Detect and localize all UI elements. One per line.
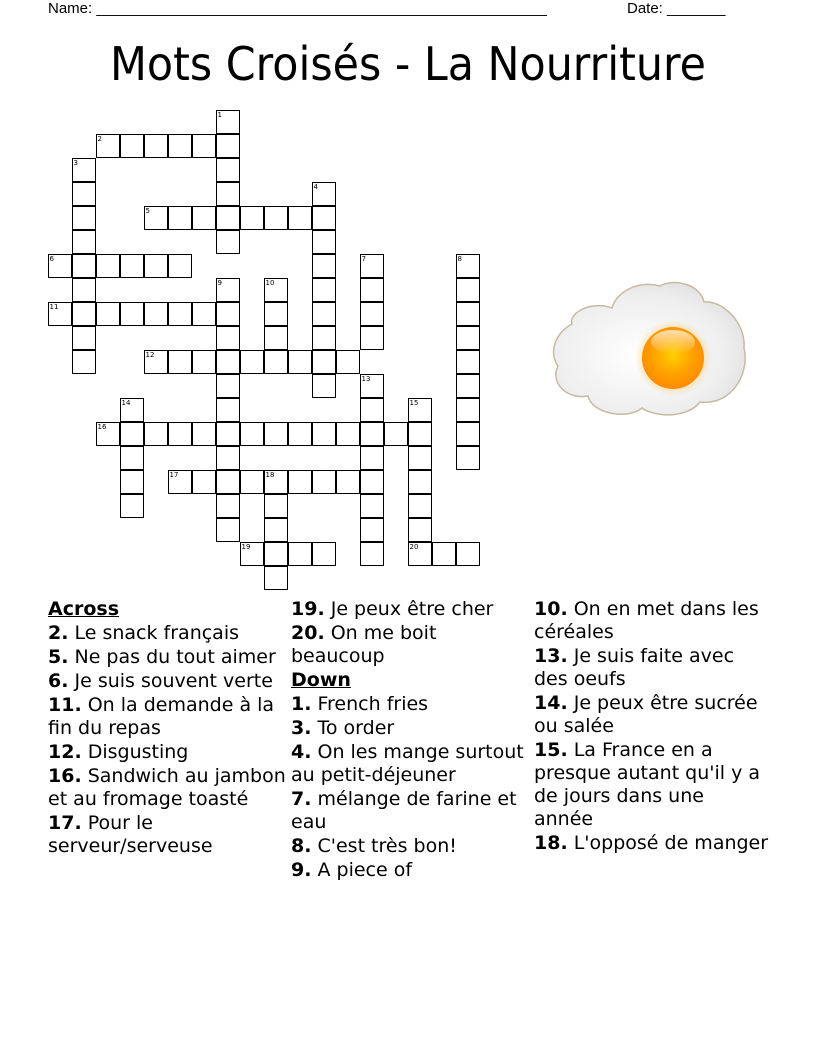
crossword-cell[interactable] xyxy=(288,470,312,494)
clue-number: 4 xyxy=(313,182,318,191)
crossword-cell[interactable] xyxy=(168,302,192,326)
clue-number: 19. xyxy=(291,598,325,620)
date-field-label: Date: _______ xyxy=(627,0,726,17)
clue-number: 20. xyxy=(291,622,325,644)
crossword-cell[interactable] xyxy=(408,518,432,542)
crossword-cell[interactable] xyxy=(288,422,312,446)
crossword-grid xyxy=(48,110,480,590)
crossword-cell[interactable] xyxy=(72,302,96,326)
crossword-cell[interactable] xyxy=(144,302,168,326)
crossword-cell[interactable] xyxy=(360,278,384,302)
clue-number: 15. xyxy=(534,739,568,761)
crossword-cell[interactable] xyxy=(72,182,96,206)
clue-across xyxy=(48,670,288,693)
crossword-cell[interactable] xyxy=(192,206,216,230)
crossword-cell[interactable] xyxy=(72,206,96,230)
clue-number: 9. xyxy=(291,859,312,881)
crossword-cell[interactable] xyxy=(216,158,240,182)
crossword-cell[interactable] xyxy=(216,446,240,470)
crossword-cell[interactable] xyxy=(120,446,144,470)
crossword-cell[interactable] xyxy=(216,302,240,326)
crossword-cell[interactable] xyxy=(360,422,384,446)
crossword-cell[interactable] xyxy=(336,350,360,374)
clue-number: 19 xyxy=(241,542,251,551)
clue-across xyxy=(291,598,531,621)
crossword-cell[interactable] xyxy=(96,422,120,446)
crossword-cell[interactable] xyxy=(120,134,144,158)
crossword-cell[interactable] xyxy=(360,254,384,278)
crossword-cell[interactable] xyxy=(72,230,96,254)
clue-number: 16. xyxy=(48,765,82,787)
crossword-cell[interactable] xyxy=(432,542,456,566)
crossword-cell[interactable] xyxy=(216,494,240,518)
fried-egg-icon xyxy=(550,278,750,420)
clue-text: To order xyxy=(311,717,395,739)
crossword-cell[interactable] xyxy=(360,446,384,470)
crossword-cell[interactable] xyxy=(168,254,192,278)
crossword-cell[interactable] xyxy=(192,470,216,494)
crossword-cell[interactable] xyxy=(456,278,480,302)
clue-text: mélange de farine et eau xyxy=(291,788,517,833)
crossword-cell[interactable] xyxy=(72,278,96,302)
crossword-cell[interactable] xyxy=(192,422,216,446)
crossword-cell[interactable] xyxy=(408,494,432,518)
crossword-cell[interactable] xyxy=(144,350,168,374)
crossword-cell[interactable] xyxy=(288,542,312,566)
crossword-cell[interactable] xyxy=(312,230,336,254)
clue-number: 1. xyxy=(291,693,312,715)
crossword-cell[interactable] xyxy=(312,206,336,230)
clue-across xyxy=(48,622,288,645)
clue-number: 8 xyxy=(457,254,462,263)
clue-number: 7 xyxy=(361,254,366,263)
clues-column-2 xyxy=(291,598,531,883)
clue-number: 3 xyxy=(73,158,78,167)
crossword-cell[interactable] xyxy=(240,422,264,446)
clue-text: Le snack français xyxy=(68,622,239,644)
page-title: Mots Croisés - La Nourriture xyxy=(110,37,706,91)
crossword-cell[interactable] xyxy=(264,494,288,518)
clue-number: 6. xyxy=(48,670,69,692)
crossword-cell[interactable] xyxy=(72,350,96,374)
crossword-cell[interactable] xyxy=(312,374,336,398)
clue-down xyxy=(534,832,769,855)
crossword-cell[interactable] xyxy=(336,422,360,446)
clue-number: 2. xyxy=(48,622,69,644)
clue-number: 1 xyxy=(217,110,222,119)
crossword-cell[interactable] xyxy=(264,278,288,302)
crossword-cell[interactable] xyxy=(360,470,384,494)
crossword-cell[interactable] xyxy=(216,230,240,254)
clue-down xyxy=(291,788,531,834)
crossword-cell[interactable] xyxy=(168,206,192,230)
crossword-cell[interactable] xyxy=(264,470,288,494)
crossword-cell[interactable] xyxy=(216,518,240,542)
crossword-cell[interactable] xyxy=(360,326,384,350)
clue-number: 12 xyxy=(145,350,155,359)
crossword-cell[interactable] xyxy=(144,134,168,158)
crossword-cell[interactable] xyxy=(216,182,240,206)
crossword-cell[interactable] xyxy=(192,350,216,374)
crossword-cell[interactable] xyxy=(216,206,240,230)
crossword-cell[interactable] xyxy=(456,374,480,398)
clue-number: 5. xyxy=(48,646,69,668)
clues-column-3 xyxy=(534,598,769,856)
crossword-cell[interactable] xyxy=(312,422,336,446)
clue-across xyxy=(291,622,531,668)
crossword-cell[interactable] xyxy=(360,398,384,422)
crossword-cell[interactable] xyxy=(96,302,120,326)
crossword-cell[interactable] xyxy=(288,206,312,230)
crossword-cell[interactable] xyxy=(312,302,336,326)
crossword-cell[interactable] xyxy=(264,422,288,446)
crossword-cell[interactable] xyxy=(456,326,480,350)
crossword-cell[interactable] xyxy=(216,326,240,350)
crossword-cell[interactable] xyxy=(264,350,288,374)
fried-egg-illustration xyxy=(550,278,750,420)
clue-text: On me boit beaucoup xyxy=(291,622,437,667)
clue-number: 2 xyxy=(97,134,102,143)
clue-text: Je suis faite avec des oeufs xyxy=(534,645,735,690)
crossword-cell[interactable] xyxy=(264,302,288,326)
crossword-cell[interactable] xyxy=(216,398,240,422)
clues-column-1 xyxy=(48,598,288,859)
clue-text: Je suis souvent verte xyxy=(68,670,273,692)
crossword-cell[interactable] xyxy=(72,254,96,278)
clue-text: Je peux être sucrée ou salée xyxy=(534,692,758,737)
clue-number: 3. xyxy=(291,717,312,739)
clue-number: 11 xyxy=(49,302,59,311)
crossword-cell[interactable] xyxy=(456,446,480,470)
clue-number: 14. xyxy=(534,692,568,714)
clue-number: 8. xyxy=(291,835,312,857)
crossword-cell[interactable] xyxy=(240,350,264,374)
clue-across xyxy=(48,694,288,740)
clue-number: 14 xyxy=(121,398,131,407)
crossword-cell[interactable] xyxy=(456,350,480,374)
crossword-cell[interactable] xyxy=(144,206,168,230)
down-heading: Down xyxy=(291,669,351,691)
clue-number: 18. xyxy=(534,832,568,854)
crossword-cell[interactable] xyxy=(360,518,384,542)
clue-number: 9 xyxy=(217,278,222,287)
crossword-cell[interactable] xyxy=(72,158,96,182)
clue-down xyxy=(291,835,531,858)
crossword-cell[interactable] xyxy=(192,134,216,158)
clue-text: L'opposé de manger xyxy=(567,832,769,854)
clue-text: C'est très bon! xyxy=(311,835,457,857)
crossword-cell[interactable] xyxy=(456,422,480,446)
crossword-cell[interactable] xyxy=(216,134,240,158)
clue-text: On en met dans les céréales xyxy=(534,598,759,643)
clue-number: 6 xyxy=(49,254,54,263)
name-field-label: Name: ______________________________________________________ xyxy=(48,0,547,17)
crossword-cell[interactable] xyxy=(216,110,240,134)
clue-down xyxy=(534,645,769,691)
clue-number: 15 xyxy=(409,398,419,407)
clue-down xyxy=(291,717,531,740)
clue-across xyxy=(48,741,288,764)
clue-text: Sandwich au jambon et au fromage toasté xyxy=(48,765,286,810)
crossword-cell[interactable] xyxy=(96,254,120,278)
across-heading: Across xyxy=(48,598,120,620)
crossword-cell[interactable] xyxy=(168,134,192,158)
crossword-cell[interactable] xyxy=(240,542,264,566)
crossword-cell[interactable] xyxy=(168,470,192,494)
clue-text: Pour le serveur/serveuse xyxy=(48,812,213,857)
crossword-cell[interactable] xyxy=(360,374,384,398)
crossword-cell[interactable] xyxy=(264,542,288,566)
crossword-cell[interactable] xyxy=(192,302,216,326)
clue-text: On la demande à la fin du repas xyxy=(48,694,275,739)
crossword-cell[interactable] xyxy=(456,398,480,422)
clue-number: 20 xyxy=(409,542,419,551)
clue-text: Je peux être cher xyxy=(324,598,494,620)
crossword-cell[interactable] xyxy=(96,134,120,158)
crossword-cell[interactable] xyxy=(264,566,288,590)
crossword-cell[interactable] xyxy=(264,518,288,542)
clue-number: 18 xyxy=(265,470,275,479)
crossword-cell[interactable] xyxy=(216,350,240,374)
clue-number: 12. xyxy=(48,741,82,763)
crossword-cell[interactable] xyxy=(144,254,168,278)
clue-across xyxy=(48,646,288,669)
crossword-cell[interactable] xyxy=(168,350,192,374)
clue-number: 17. xyxy=(48,812,82,834)
clue-number: 10 xyxy=(265,278,275,287)
crossword-cell[interactable] xyxy=(312,326,336,350)
clue-down xyxy=(534,598,769,644)
crossword-cell[interactable] xyxy=(336,470,360,494)
crossword-cell[interactable] xyxy=(384,422,408,446)
clue-text: A piece of xyxy=(311,859,413,881)
crossword-cell[interactable] xyxy=(312,542,336,566)
crossword-cell[interactable] xyxy=(312,350,336,374)
crossword-cell[interactable] xyxy=(408,398,432,422)
crossword-cell[interactable] xyxy=(216,374,240,398)
clue-down xyxy=(534,739,769,831)
clue-text: Disgusting xyxy=(81,741,189,763)
crossword-cell[interactable] xyxy=(360,542,384,566)
clue-across xyxy=(48,812,288,858)
clue-down xyxy=(291,693,531,716)
clue-number: 7. xyxy=(291,788,312,810)
clue-down xyxy=(534,692,769,738)
clue-text: La France en a presque autant qu'il y a de jours dans une année xyxy=(534,739,761,830)
crossword-cell[interactable] xyxy=(240,470,264,494)
crossword-cell[interactable] xyxy=(120,422,144,446)
crossword-cell[interactable] xyxy=(360,302,384,326)
crossword-cell[interactable] xyxy=(456,254,480,278)
crossword-cell[interactable] xyxy=(456,302,480,326)
crossword-cell[interactable] xyxy=(120,302,144,326)
clue-number: 10. xyxy=(534,598,568,620)
clue-number: 5 xyxy=(145,206,150,215)
crossword-cell[interactable] xyxy=(360,494,384,518)
clue-across xyxy=(48,765,288,811)
clue-number: 11. xyxy=(48,694,82,716)
clue-down xyxy=(291,859,531,882)
crossword-cell[interactable] xyxy=(48,302,72,326)
crossword-cell[interactable] xyxy=(120,494,144,518)
crossword-cell[interactable] xyxy=(312,470,336,494)
clue-down xyxy=(291,741,531,787)
clue-number: 4. xyxy=(291,741,312,763)
crossword-cell[interactable] xyxy=(144,422,168,446)
clue-number: 16 xyxy=(97,422,107,431)
crossword-cell[interactable] xyxy=(288,350,312,374)
crossword-cell[interactable] xyxy=(48,254,72,278)
clue-text: French fries xyxy=(311,693,429,715)
crossword-cell[interactable] xyxy=(408,470,432,494)
crossword-cell[interactable] xyxy=(312,182,336,206)
crossword-cell[interactable] xyxy=(312,278,336,302)
crossword-cell[interactable] xyxy=(120,254,144,278)
clue-text: Ne pas du tout aimer xyxy=(68,646,276,668)
clue-number: 13. xyxy=(534,645,568,667)
crossword-cell[interactable] xyxy=(168,422,192,446)
clue-number: 13 xyxy=(361,374,371,383)
clue-text: On les mange surtout au petit-déjeuner xyxy=(291,741,524,786)
crossword-cell[interactable] xyxy=(120,398,144,422)
clue-number: 17 xyxy=(169,470,179,479)
crossword-cell[interactable] xyxy=(264,326,288,350)
crossword-cell[interactable] xyxy=(408,542,432,566)
crossword-cell[interactable] xyxy=(216,470,240,494)
crossword-cell[interactable] xyxy=(240,206,264,230)
crossword-cell[interactable] xyxy=(408,446,432,470)
crossword-cell[interactable] xyxy=(72,326,96,350)
crossword-cell[interactable] xyxy=(216,278,240,302)
crossword-cell[interactable] xyxy=(312,254,336,278)
crossword-cell[interactable] xyxy=(408,422,432,446)
crossword-cell[interactable] xyxy=(456,542,480,566)
crossword-cell[interactable] xyxy=(120,470,144,494)
crossword-cell[interactable] xyxy=(264,206,288,230)
crossword-cell[interactable] xyxy=(216,422,240,446)
